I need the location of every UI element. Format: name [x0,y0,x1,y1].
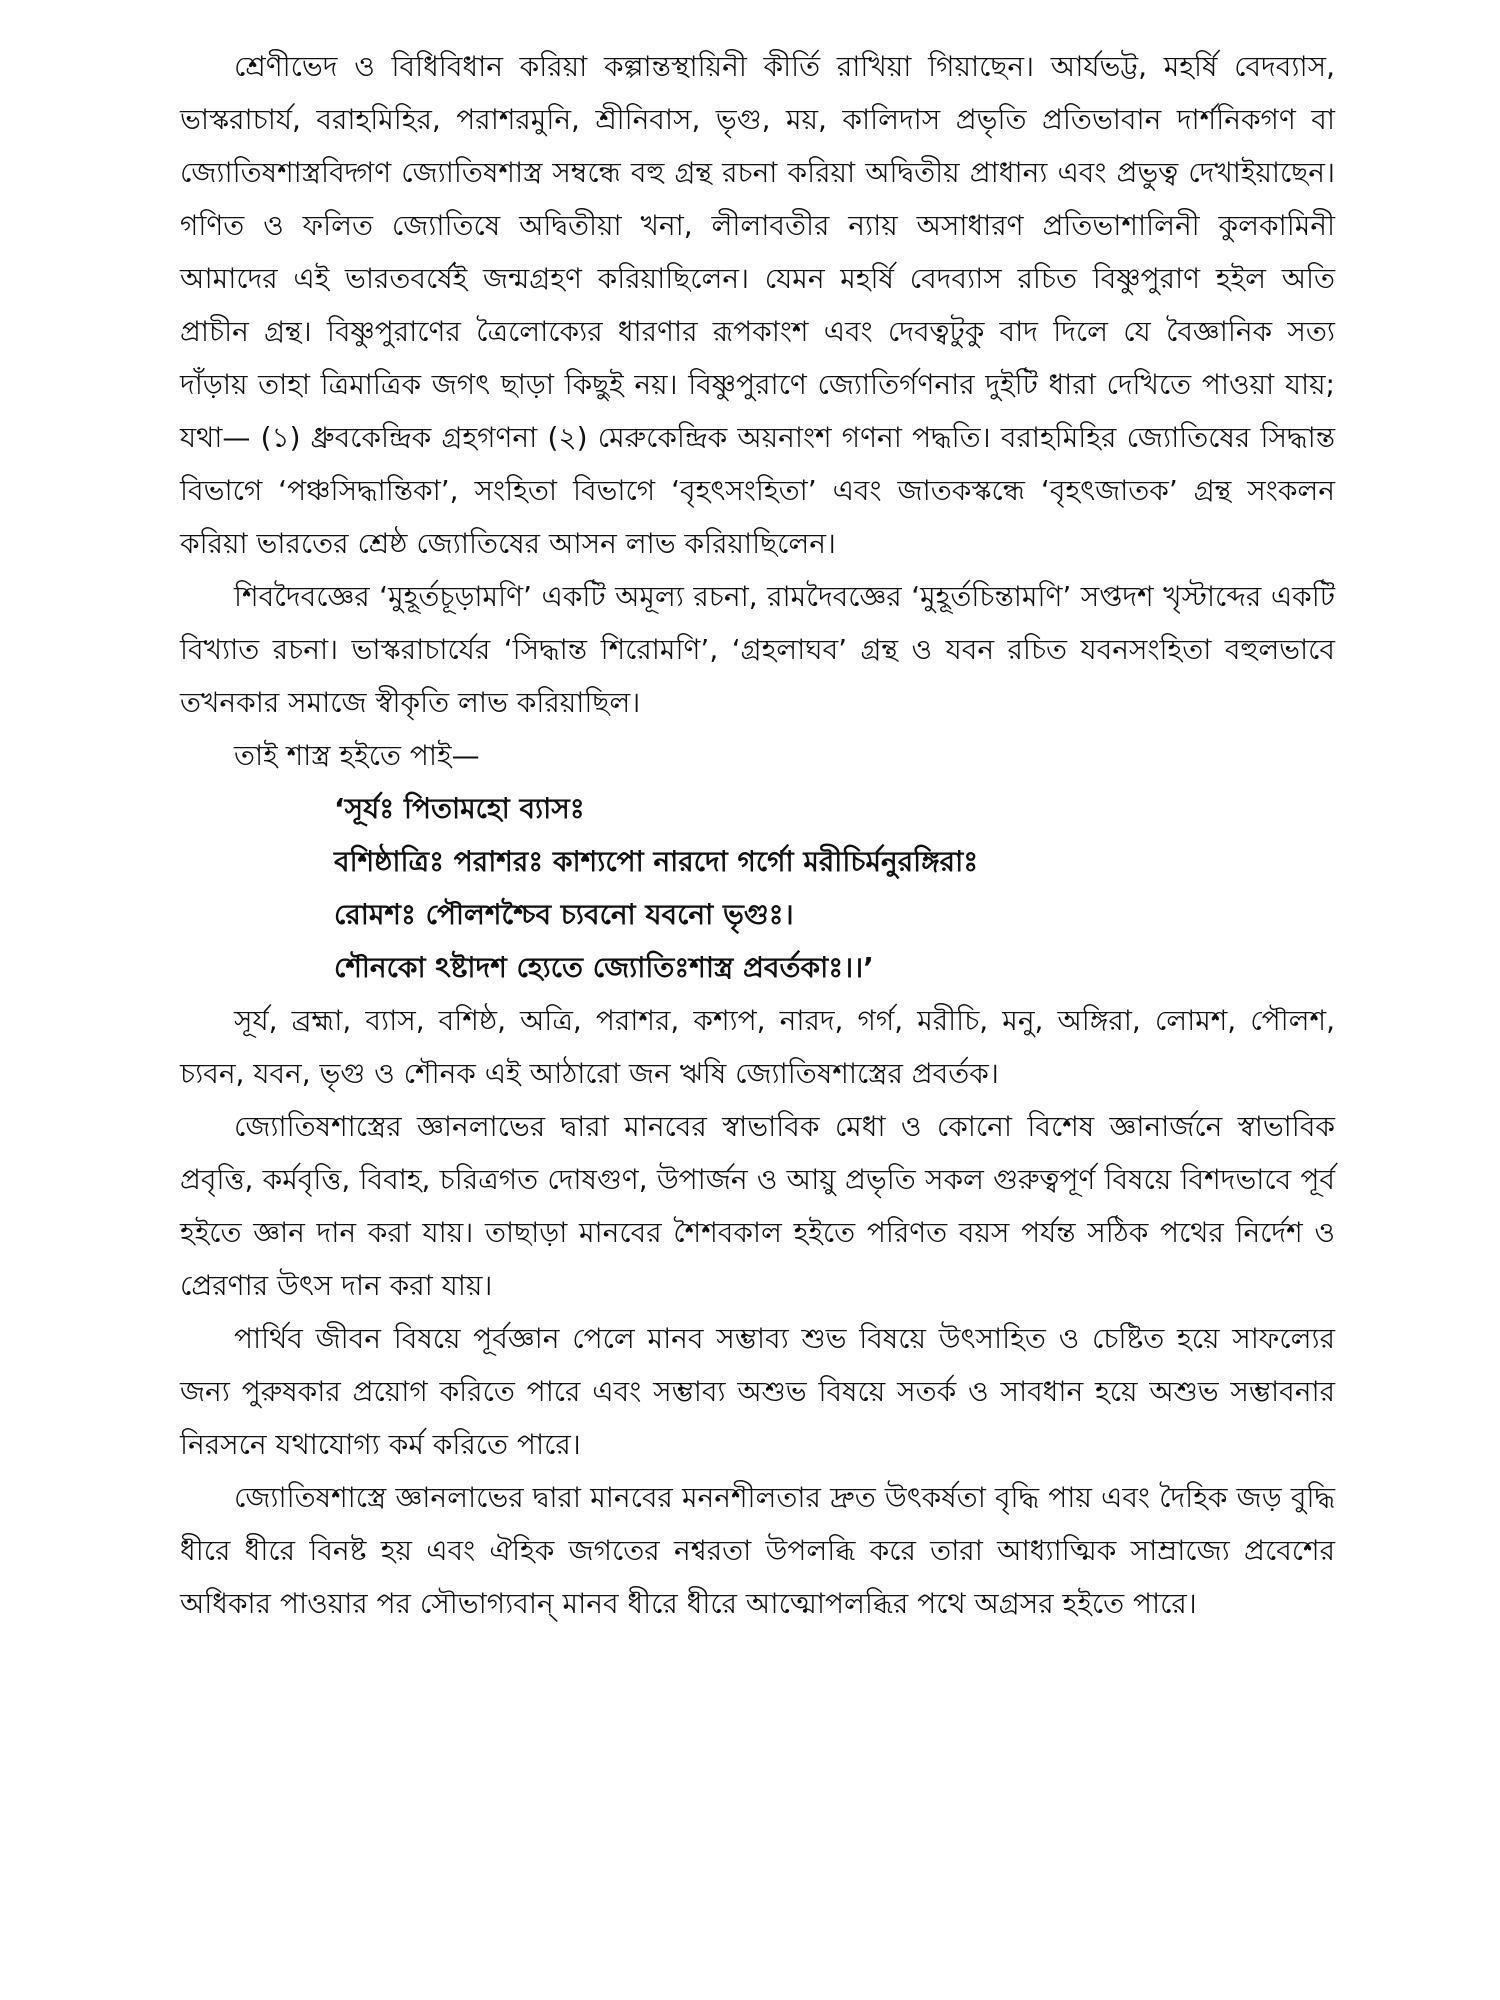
verse-intro: তাই শাস্ত্র হইতে পাই— [234,739,480,772]
sanskrit-verse [180,782,1335,994]
verse-line-4: শৌনকো ঽষ্টাদশ হ্যেতে জ্যোতিঃশাস্ত্র প্রবর্তকাঃ।।’ [334,951,874,984]
page-body [180,40,1335,1630]
paragraph-foreknowledge: পার্থিব জীবন বিষয়ে পূর্বজ্ঞান পেলে মানব সম্ভাব্য শুভ বিষয়ে উৎসাহিত ও চেষ্টিত হয়ে সাফল্যের জন্য পুরুষকার প্রয়োগ করিতে পারে এবং সম্ভাব্য অশুভ বিষয়ে সতর্ক ও সাবধান হয়ে অশুভ সম্ভাবনার নিরসনে যথাযোগ্য কর্ম করিতে পারে। [180,1322,1335,1461]
paragraph-astrologers: শ্রেণীভেদ ও বিধিবিধান করিয়া কল্পান্তস্থায়িনী কীর্তি রাখিয়া গিয়াছেন। আর্যভট্ট, মহর্ষি বেদব্যাস, ভাস্করাচার্য, বরাহমিহির, পরাশরমুনি, শ্রীনিবাস, ভৃগু, ময়, কালিদাস প্রভৃতি প্রতিভাবান দার্শনিকগণ বা জ্যোতিষশাস্ত্রবিদ্গণ জ্যোতিষশাস্ত্র সম্বন্ধে বহু গ্রন্থ রচনা করিয়া অদ্বিতীয় প্রাধান্য এবং প্রভুত্ব দেখাইয়াছেন। গণিত ও ফলিত জ্যোতিষে অদ্বিতীয়া খনা, লীলাবতীর ন্যায় অসাধারণ প্রতিভাশালিনী কুলকামিনী আমাদের এই ভারতবর্ষেই জন্মগ্রহণ করিয়াছিলেন। যেমন মহর্ষি বেদব্যাস রচিত বিষ্ণুপুরাণ হইল অতি প্রাচীন গ্রন্থ। বিষ্ণুপুরাণের ত্রৈলোক্যের ধারণার রূপকাংশ এবং দেবত্বটুকু বাদ দিলে যে বৈজ্ঞানিক সত্য দাঁড়ায় তাহা ত্রিমাত্রিক জগৎ ছাড়া কিছুই নয়। বিষ্ণুপুরাণে জ্যোতির্গণনার দুইটি ধারা দেখিতে পাওয়া যায়; যথা— (১) ধ্রুবকেন্দ্রিক গ্রহগণনা (২) মেরুকেন্দ্রিক অয়নাংশ গণনা পদ্ধতি। বরাহমিহির জ্যোতিষের সিদ্ধান্ত বিভাগে ‘পঞ্চসিদ্ধান্তিকা’, সংহিতা বিভাগে ‘বৃহৎসংহিতা’ এবং জাতকস্কন্ধে ‘বৃহৎজাতক’ গ্রন্থ সংকলন করিয়া ভারতের শ্রেষ্ঠ জ্যোতিষের আসন লাভ করিয়াছিলেন। [180,50,1335,560]
verse-line-1: ‘সূর্যঃ পিতামহো ব্যাসঃ [334,792,585,825]
paragraph-eighteen-sages: সূর্য, ব্রহ্মা, ব্যাস, বশিষ্ঠ, অত্রি, পরাশর, কশ্যপ, নারদ, গর্গ, মরীচি, মনু, অঙ্গিরা, লোমশ, পৌলশ, চ্যবন, যবন, ভৃগু ও শৌনক এই আঠারো জন ঋষি জ্যোতিষশাস্ত্রের প্রবর্তক। [180,1004,1335,1090]
paragraph-spiritual: জ্যোতিষশাস্ত্রে জ্ঞানলাভের দ্বারা মানবের মননশীলতার দ্রুত উৎকর্ষতা বৃদ্ধি পায় এবং দৈহিক জড় বুদ্ধি ধীরে ধীরে বিনষ্ট হয় এবং ঐহিক জগতের নশ্বরতা উপলব্ধি করে তারা আধ্যাত্মিক সাম্রাজ্যে প্রবেশের অধিকার পাওয়ার পর সৌভাগ্যবান্ মানব ধীরে ধীরে আত্মোপলব্ধির পথে অগ্রসর হইতে পারে। [180,1481,1335,1620]
paragraph-texts: শিবদৈবজ্ঞের ‘মুহূর্তচূড়ামণি’ একটি অমূল্য রচনা, রামদৈবজ্ঞের ‘মুহূর্তচিন্তামণি’ সপ্তদশ খৃস্টাব্দের একটি বিখ্যাত রচনা। ভাস্করাচার্যের ‘সিদ্ধান্ত শিরোমণি’, ‘গ্রহলাঘব’ গ্রন্থ ও যবন রচিত যবনসংহিতা বহুলভাবে তখনকার সমাজে স্বীকৃতি লাভ করিয়াছিল। [180,580,1335,719]
paragraph-knowledge: জ্যোতিষশাস্ত্রের জ্ঞানলাভের দ্বারা মানবের স্বাভাবিক মেধা ও কোনো বিশেষ জ্ঞানার্জনে স্বাভাবিক প্রবৃত্তি, কর্মবৃত্তি, বিবাহ, চরিত্রগত দোষগুণ, উপার্জন ও আয়ু প্রভৃতি সকল গুরুত্বপূর্ণ বিষয়ে বিশদভাবে পূর্ব হইতে জ্ঞান দান করা যায়। তাছাড়া মানবের শৈশবকাল হইতে পরিণত বয়স পর্যন্ত সঠিক পথের নির্দেশ ও প্রেরণার উৎস দান করা যায়। [180,1110,1335,1302]
verse-line-3: রোমশঃ পৌলশশ্চৈব চ্যবনো যবনো ভৃগুঃ। [334,898,794,931]
verse-line-2: বশিষ্ঠাত্রিঃ পরাশরঃ কাশ্যপো নারদো গর্গো মরীচির্মনুরঙ্গিরাঃ [334,845,979,878]
